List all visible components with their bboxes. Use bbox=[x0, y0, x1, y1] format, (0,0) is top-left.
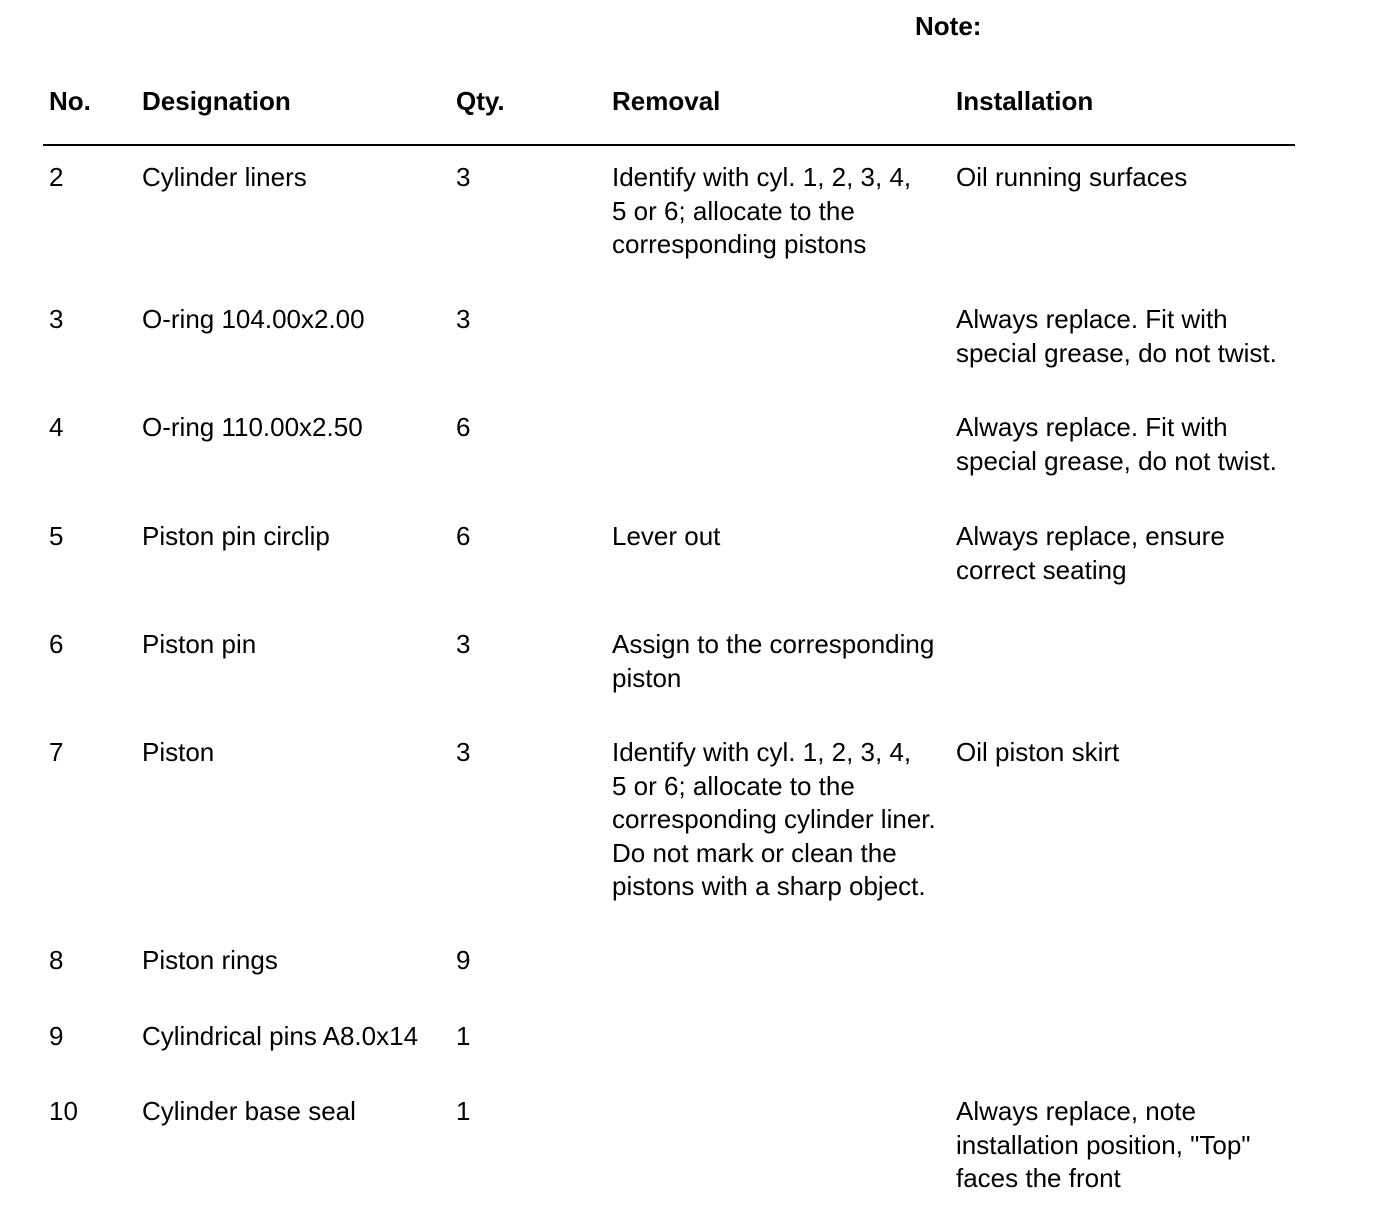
row-qty: 6 bbox=[456, 412, 471, 442]
installation-line: correct seating bbox=[956, 554, 1127, 585]
removal-line: corresponding pistons bbox=[612, 229, 867, 259]
row-no: 8 bbox=[49, 945, 64, 975]
column-header-qty: Qty. bbox=[456, 86, 505, 116]
header-divider bbox=[43, 144, 1295, 146]
row-no: 4 bbox=[49, 412, 64, 442]
installation-line: Oil running surfaces bbox=[956, 162, 1188, 192]
installation-line: Always replace. Fit with bbox=[956, 304, 1228, 334]
row-designation: Piston rings bbox=[142, 945, 278, 975]
row-no: 9 bbox=[49, 1021, 64, 1051]
installation-line: installation position, "Top" bbox=[956, 1129, 1251, 1160]
installation-line: Oil piston skirt bbox=[956, 737, 1120, 767]
removal-line: 5 or 6; allocate to the bbox=[612, 195, 855, 226]
row-no: 6 bbox=[49, 629, 64, 659]
removal-line: piston bbox=[612, 662, 682, 693]
row-designation: O-ring 110.00x2.50 bbox=[142, 412, 363, 442]
row-installation bbox=[956, 161, 1301, 195]
row-qty: 3 bbox=[456, 162, 471, 192]
removal-line: corresponding cylinder liner. bbox=[612, 804, 936, 834]
row-no: 2 bbox=[49, 162, 64, 192]
row-qty: 3 bbox=[456, 629, 471, 659]
installation-line: Always replace, note bbox=[956, 1096, 1196, 1126]
removal-line: Identify with cyl. 1, 2, 3, 4, bbox=[612, 737, 912, 767]
row-no: 7 bbox=[49, 737, 64, 767]
row-installation bbox=[956, 520, 1301, 587]
table-header bbox=[0, 85, 1376, 119]
removal-line: 5 or 6; allocate to the bbox=[612, 770, 855, 801]
column-header-removal: Removal bbox=[612, 86, 721, 116]
note-label: Note: bbox=[915, 11, 982, 41]
row-designation: Cylindrical pins A8.0x14 bbox=[142, 1021, 419, 1051]
row-removal bbox=[612, 736, 952, 904]
row-designation: Piston pin circlip bbox=[142, 521, 330, 551]
row-installation bbox=[956, 411, 1301, 478]
installation-line: special grease, do not twist. bbox=[956, 337, 1277, 368]
row-removal bbox=[612, 628, 952, 695]
row-no: 10 bbox=[49, 1096, 78, 1126]
row-no: 3 bbox=[49, 304, 64, 334]
removal-line: Do not mark or clean the bbox=[612, 837, 897, 868]
installation-line: Always replace. Fit with bbox=[956, 412, 1228, 442]
installation-line: special grease, do not twist. bbox=[956, 445, 1277, 476]
row-designation: Piston pin bbox=[142, 629, 257, 659]
row-designation: Piston bbox=[142, 737, 215, 767]
row-no: 5 bbox=[49, 521, 64, 551]
row-qty: 6 bbox=[456, 521, 471, 551]
column-header-no: No. bbox=[49, 86, 91, 116]
column-header-installation: Installation bbox=[956, 86, 1094, 116]
row-qty: 3 bbox=[456, 304, 471, 334]
removal-line: Identify with cyl. 1, 2, 3, 4, bbox=[612, 162, 912, 192]
row-removal bbox=[612, 520, 952, 554]
installation-line: Always replace, ensure bbox=[956, 521, 1225, 551]
row-removal bbox=[612, 161, 952, 262]
row-qty: 1 bbox=[456, 1021, 471, 1051]
row-designation: Cylinder liners bbox=[142, 162, 307, 192]
row-installation bbox=[956, 736, 1301, 770]
removal-line: pistons with a sharp object. bbox=[612, 871, 926, 901]
column-header-designation: Designation bbox=[142, 86, 291, 116]
removal-line: Lever out bbox=[612, 521, 721, 551]
row-qty: 9 bbox=[456, 945, 471, 975]
row-designation: Cylinder base seal bbox=[142, 1096, 356, 1126]
row-installation bbox=[956, 1095, 1301, 1196]
row-installation bbox=[956, 303, 1301, 370]
removal-line: Assign to the corresponding bbox=[612, 629, 935, 659]
row-qty: 3 bbox=[456, 737, 471, 767]
installation-line: faces the front bbox=[956, 1163, 1121, 1193]
row-qty: 1 bbox=[456, 1096, 471, 1126]
row-designation: O-ring 104.00x2.00 bbox=[142, 304, 365, 334]
